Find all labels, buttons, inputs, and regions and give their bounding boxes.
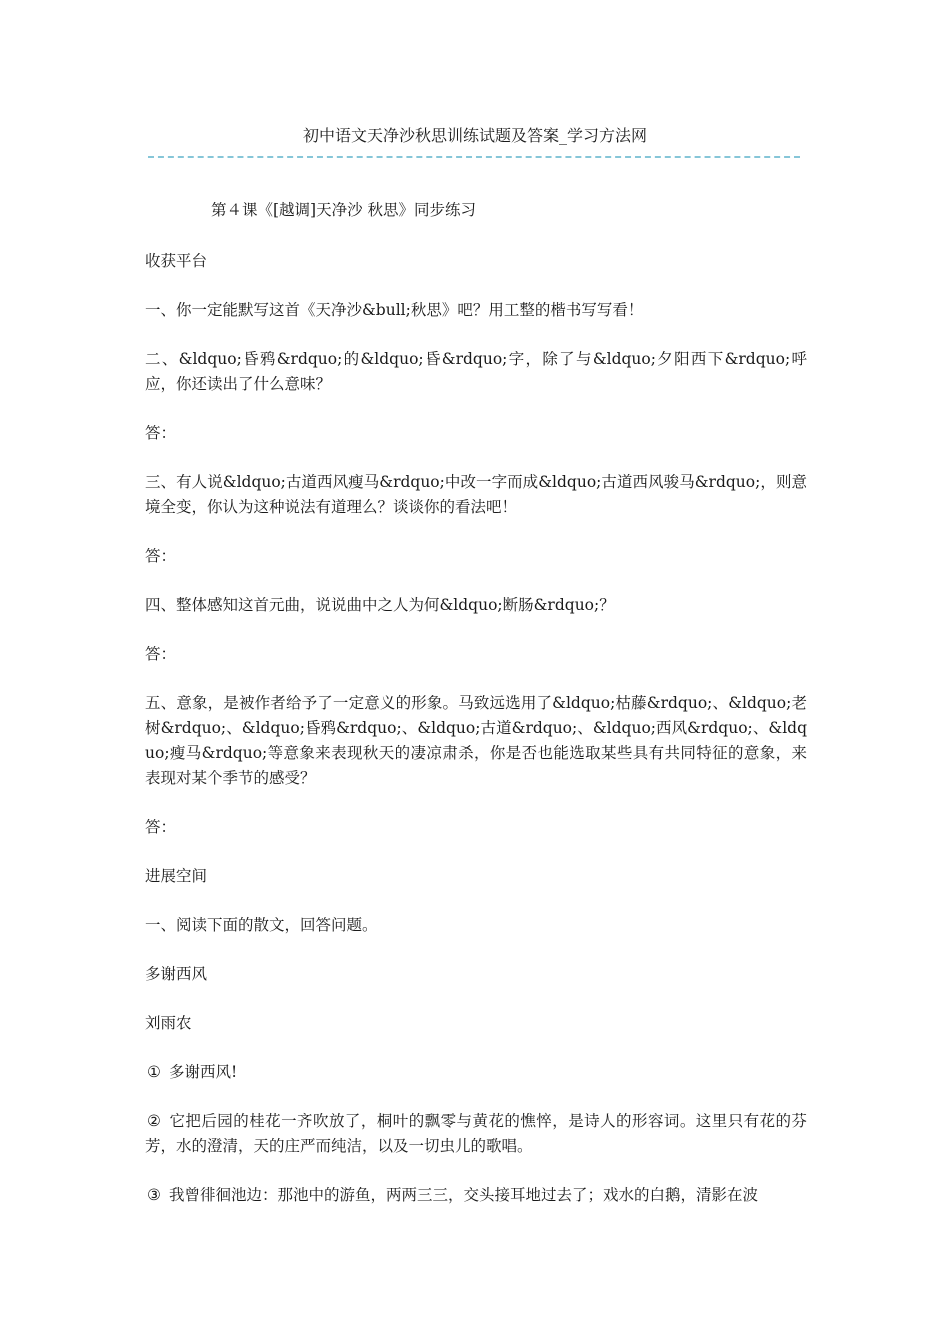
document-body <box>145 198 807 1232</box>
answer-2: 答： <box>145 424 177 442</box>
answer-3: 答： <box>145 547 177 565</box>
essay-paragraph-2 <box>145 1109 807 1159</box>
essay-title: 多谢西风 <box>145 965 208 983</box>
section-heading-progress: 进展空间 <box>145 867 208 885</box>
document-title: 初中语文天净沙秋思训练试题及答案_学习方法网 <box>302 126 647 145</box>
reading-instruction: 一、阅读下面的散文，回答问题。 <box>145 916 378 934</box>
paragraph-text: 它把后园的桂花一齐吹放了，桐叶的飘零与黄花的憔悴，是诗人的形容词。这里只有花的芬芳，水的澄清，天的庄严而纯洁，以及一切虫儿的歌唱。 <box>145 1112 807 1155</box>
paragraph-number: ③ <box>147 1186 161 1204</box>
header-divider <box>148 156 800 158</box>
essay-paragraph-1 <box>145 1060 807 1085</box>
section-heading-harvest: 收获平台 <box>145 252 208 270</box>
answer-5: 答： <box>145 818 177 836</box>
lesson-heading: 第４课《[越调]天净沙 秋思》同步练习 <box>211 201 477 219</box>
essay-paragraph-3 <box>145 1183 807 1208</box>
essay-author: 刘雨农 <box>145 1014 192 1032</box>
question-5: 五、意象，是被作者给予了一定意义的形象。马致远选用了&ldquo;枯藤&rdquo;、&ldquo;老树&rdquo;、&ldquo;昏鸦&rdquo;、&ldquo;古道&rdquo;、&ldquo;西风&rdquo;、&ldquo;瘦马&rdquo;等意象来表现秋天的凄凉肃杀，你是否也能选取某些具有共同特征的意象，来表现对某个季节的感受？ <box>145 694 807 787</box>
paragraph-text: 多谢西风! <box>169 1063 238 1081</box>
question-4: 四、整体感知这首元曲，说说曲中之人为何&ldquo;断肠&rdquo;？ <box>145 596 615 614</box>
question-3: 三、有人说&ldquo;古道西风瘦马&rdquo;中改一字而成&ldquo;古道西风骏马&rdquo;，则意境全变，你认为这种说法有道理么？谈谈你的看法吧！ <box>145 473 807 516</box>
paragraph-text: 我曾徘徊池边：那池中的游鱼，两两三三，交头接耳地过去了；戏水的白鹅，清影在波 <box>169 1186 759 1204</box>
paragraph-number: ② <box>147 1112 161 1130</box>
paragraph-number: ① <box>147 1063 161 1081</box>
question-2: 二、&ldquo;昏鸦&rdquo;的&ldquo;昏&rdquo;字，除了与&ldquo;夕阳西下&rdquo;呼应，你还读出了什么意味？ <box>145 350 807 393</box>
question-1: 一、你一定能默写这首《天净沙&bull;秋思》吧？用工整的楷书写写看！ <box>145 301 644 319</box>
answer-4: 答： <box>145 645 177 663</box>
